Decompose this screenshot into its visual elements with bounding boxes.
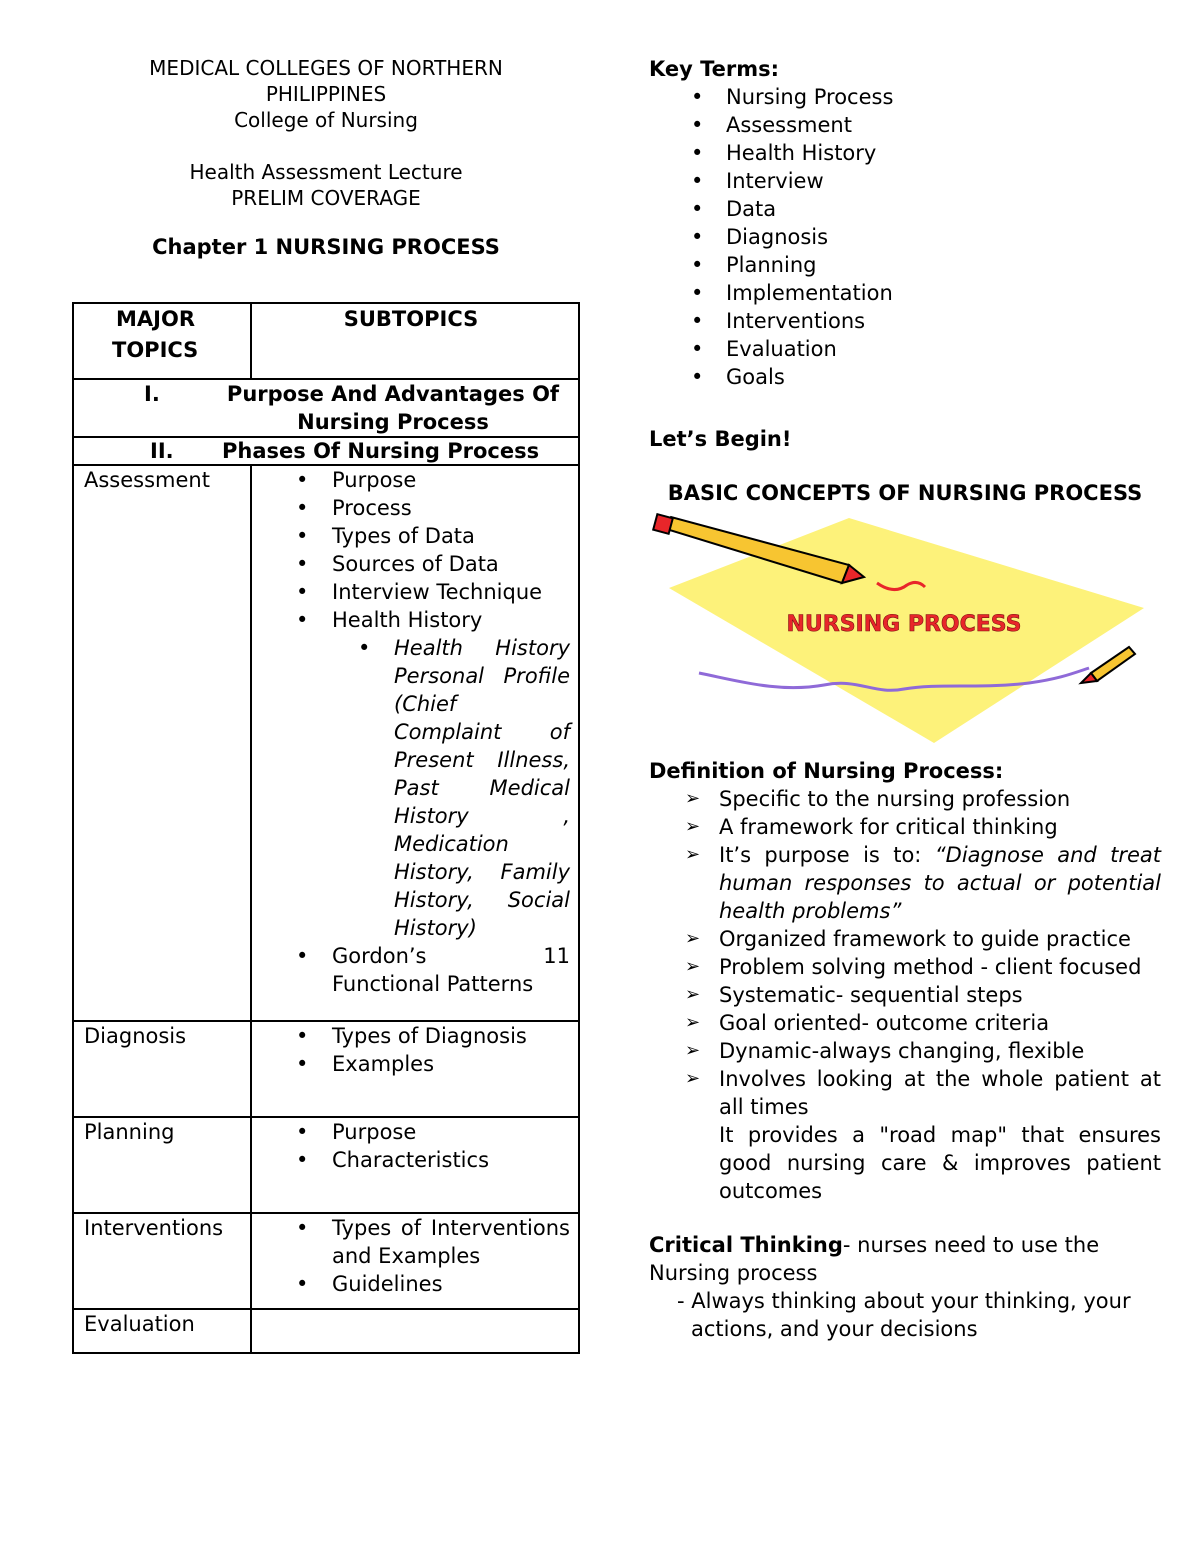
key-terms-title: Key Terms: (649, 57, 780, 81)
table-header-row (73, 303, 579, 379)
list-item: • Guidelines (296, 1272, 443, 1296)
major-header-line2: TOPICS (112, 338, 199, 362)
list-item: • Examples (296, 1052, 435, 1076)
list-item: ➢ It’s purpose is to: “Diagnose and treat human responses to actual or potential health problems” (685, 843, 1161, 923)
list-item: • Types of Interventions and Examples (296, 1216, 570, 1268)
illustration-label: NURSING PROCESS (786, 612, 1022, 637)
list-item: ➢ Systematic- sequential steps (685, 983, 1023, 1007)
list-item: • Goals (691, 365, 785, 389)
phase-subtopics-empty (251, 1309, 579, 1353)
basic-concepts-heading: BASIC CONCEPTS OF NURSING PROCESS (667, 481, 1143, 505)
list-item: • Interview (691, 169, 824, 193)
section-2-number: II. (150, 439, 174, 463)
list-item: ➢ Dynamic-always changing, flexible (685, 1039, 1085, 1063)
nursing-process-illustration (649, 513, 1149, 753)
list-item: • Planning (691, 253, 817, 277)
section-row-1 (73, 379, 579, 437)
list-item: • Purpose (296, 468, 417, 492)
phase-name: Planning (73, 1117, 251, 1213)
list-item: ➢ Specific to the nursing profession (685, 787, 1071, 811)
phase-subtopics (251, 465, 579, 1021)
table-row (73, 465, 579, 1021)
subtopic-list (252, 942, 570, 998)
chapter-title: Chapter 1 NURSING PROCESS (152, 235, 500, 259)
list-item: • Health History (296, 608, 483, 632)
critical-thinking-paragraph (649, 1231, 1161, 1287)
phase-name: Evaluation (73, 1309, 251, 1353)
definition-list (649, 785, 1161, 1121)
lets-begin-heading: Let’s Begin! (649, 427, 792, 451)
critical-thinking-dash-item: - Always thinking about your thinking, your actions, and your decisions (677, 1289, 1131, 1341)
list-item: • Assessment (691, 113, 852, 137)
document-header (72, 55, 580, 211)
major-topics-header (73, 303, 251, 379)
institution-line2: PHILIPPINES (265, 82, 387, 106)
coverage-label: PRELIM COVERAGE (231, 186, 421, 210)
list-item: ➢ Problem solving method - client focused (685, 955, 1142, 979)
subtopics-header (251, 303, 579, 379)
list-item: • Interview Technique (296, 580, 543, 604)
list-item: ➢ A framework for critical thinking (685, 815, 1058, 839)
subtopic-list (252, 1118, 570, 1174)
topics-table (72, 302, 580, 1354)
critical-thinking-text: - nurses need to use the Nursing process (649, 1233, 1100, 1285)
subtopics-header-label: SUBTOPICS (343, 307, 479, 331)
list-item: • Health History (691, 141, 877, 165)
critical-thinking-title: Critical Thinking (649, 1233, 843, 1257)
major-header-line1: MAJOR (116, 307, 195, 331)
definition-title: Definition of Nursing Process: (649, 759, 1004, 783)
phase-subtopics (251, 1021, 579, 1117)
list-item: • Nursing Process (691, 85, 894, 109)
right-column (649, 55, 1161, 1343)
list-item: ➢ Goal oriented- outcome criteria (685, 1011, 1050, 1035)
phase-subtopics (251, 1213, 579, 1309)
section-1-number: I. (144, 382, 160, 406)
small-pencil-icon (1081, 647, 1135, 683)
list-item: • Evaluation (691, 337, 837, 361)
list-item: ➢ Organized framework to guide practice (685, 927, 1131, 951)
section-2-title: Phases Of Nursing Process (222, 439, 540, 463)
health-history-sublist (252, 634, 570, 942)
list-item: • Implementation (691, 281, 893, 305)
subtopic-list (252, 466, 570, 634)
course-title: Health Assessment Lecture (189, 160, 463, 184)
section-row-2 (73, 437, 579, 465)
institution-line1: MEDICAL COLLEGES OF NORTHERN (149, 56, 503, 80)
list-item: • Sources of Data (296, 552, 499, 576)
left-column (72, 55, 580, 261)
list-item: • Health History Personal Profile (Chief Complaint of Present Illness, Past Medical History , Medication History, Family History, Social History) (358, 636, 570, 940)
list-item: • Types of Diagnosis (296, 1024, 527, 1048)
section-1-cell (73, 379, 579, 437)
section-2-cell (73, 437, 579, 465)
list-item: • Process (296, 496, 412, 520)
table-row (73, 1309, 579, 1353)
subtopic-list (252, 1022, 570, 1078)
subtopic-list (252, 1214, 570, 1298)
phase-name: Diagnosis (73, 1021, 251, 1117)
list-item: • Purpose (296, 1120, 417, 1144)
table-row (73, 1213, 579, 1309)
list-item: • Characteristics (296, 1148, 490, 1172)
key-terms-list (649, 83, 1161, 391)
table-row (73, 1117, 579, 1213)
table-row (73, 1021, 579, 1117)
phase-name: Interventions (73, 1213, 251, 1309)
list-item: • Diagnosis (691, 225, 829, 249)
list-item: • Data (691, 197, 777, 221)
list-item: • Gordon’s 11 Functional Patterns (296, 944, 570, 996)
list-item: ➢ Involves looking at the whole patient at all times (685, 1067, 1161, 1119)
phase-name: Assessment (73, 465, 251, 1021)
college-name: College of Nursing (234, 108, 418, 132)
definition-continuation: It provides a "road map" that ensures good nursing care & improves patient outcomes (719, 1123, 1161, 1203)
phase-subtopics (251, 1117, 579, 1213)
section-1-title: Purpose And Advantages Of Nursing Process (226, 382, 560, 434)
list-item: • Interventions (691, 309, 866, 333)
list-item: • Types of Data (296, 524, 475, 548)
